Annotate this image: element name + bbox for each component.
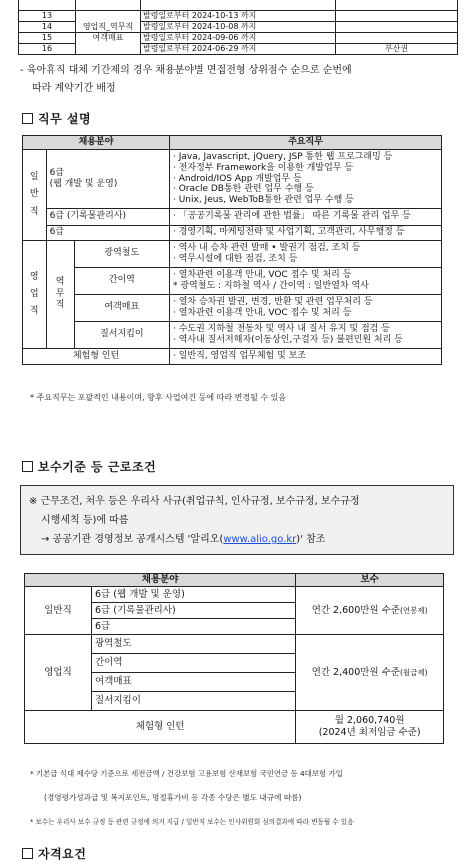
- table-row: [19, 33, 458, 44]
- pay-metro: 광역철도: [92, 635, 296, 654]
- pay-sales-label: 영업직: [25, 635, 92, 711]
- field-g6-web: 6급 (웹 개발 및 운영): [46, 150, 169, 209]
- intern-pay: 월 2,060,740원 (2024년 최저임금 수준): [296, 711, 444, 744]
- duty-note: * 주요직무는 포괄적인 내용이며, 향후 사업여건 등에 따라 변경될 수 있음: [30, 393, 287, 402]
- intern-duty: · 일반직, 영업직 업무체험 및 보조: [170, 349, 442, 365]
- working-conditions-notice: ※ 근무조건, 처우 등은 우리사 사규(취업규칙, 인사규정, 보수규정, 보수규정 시행세칙 등)에 따름 → 공공기관 경영정보 공개시스템 '알리오(www.alio.go.kr)' 참조: [20, 485, 454, 555]
- field-ticket: 여객매표: [74, 295, 169, 322]
- g6-web-duties: · Java, Javascript, jQuery, JSP 통한 웹 프로그래밍 등 · 전자정부 Framework을 이용한 개발업무 등 · Android/IOS App 개발업무 등 · Oracle DB통한 관련 업무 수행 등 · Unix, Jeus, WebToB통한 관련 업무 수행 등: [170, 150, 442, 209]
- field-simple: 간이역: [74, 268, 169, 295]
- pay-note-2: (경영평가성과급 및 복지포인트, 명절휴가비 등 각종 수당은 별도 내규에 따름): [44, 793, 302, 802]
- pay-table: [24, 573, 444, 744]
- simple-duties: · 열차관련 이용객 안내, VOC 접수 및 처리 등 * 광역철도 : 지하철 역사 / 간이역 : 일반열차 역사: [170, 268, 442, 295]
- metro-duties: · 역사 내 승차 관련 발매 • 발권기 점검, 조치 등 · 역무시설에 대한 점검, 조치 등: [170, 241, 442, 268]
- ticket-duties: · 열차 승차권 발권, 변경, 반환 및 관련 업무처리 등 · 열차관련 이용객 안내, VOC 접수 및 처리 등: [170, 295, 442, 322]
- g6-records-duty: · 「공공기록물 관리에 관한 법률」 따른 기록물 관리 업무 등: [170, 209, 442, 226]
- pay-order: 질서지킴이: [92, 692, 296, 711]
- row-number: 14: [19, 22, 76, 33]
- field-g6-records: 6급 (기록물관리사): [46, 209, 169, 226]
- alio-link[interactable]: www.alio.go.kr: [223, 534, 297, 545]
- leave-note: - 육아휴직 대체 기간제의 경우 채용분야별 면접전형 상위점수 순으로 순번에 따라 계약기간 배정: [20, 65, 352, 94]
- table-row: [19, 11, 458, 22]
- g6-duty: · 경영기획, 마케팅전략 및 사업기획, 고객관리, 사무행정 등: [170, 226, 442, 241]
- section-pay-heading: 보수기준 등 근로조건: [22, 458, 156, 475]
- field-order: 질서지킴이: [74, 322, 169, 349]
- pay-note-1: * 기본급 식대 제수당 기준으로 세전금액 / 건강보험 고용보험 산재보험 국민연금 등 4대보험 가입: [30, 769, 343, 778]
- period-cell: 발령일로부터 2024-10-08 까지: [141, 22, 336, 33]
- pay-g6-web: 6급 (웹 개발 및 운영): [92, 587, 296, 603]
- sales-pay: 연간 2,400만원 수준(월급제): [296, 635, 444, 711]
- pay-note-3: * 보수는 우리사 보수 규정 등 관련 규정에 의거 지급 / 일반직 보수는 인사위원회 심의결과에 따라 변동될 수 있음: [30, 818, 354, 826]
- header-duty: 주요직무: [170, 136, 442, 150]
- pay-simple: 간이역: [92, 654, 296, 673]
- general-pay: 연간 2,600만원 수준(연봉제): [296, 587, 444, 635]
- row-number: 16: [19, 44, 76, 55]
- contract-period-table: [18, 0, 458, 55]
- general-label: 일 반 직: [23, 150, 47, 241]
- pay-g6: 6급: [92, 619, 296, 635]
- order-duties: · 수도권 지하철 전동차 및 역사 내 질서 유지 및 점검 등 · 역사내 질서저해자(이동상인,구걸자 등) 불편민원 처리 등: [170, 322, 442, 349]
- note-cell: [336, 22, 458, 33]
- row-number: 15: [19, 33, 76, 44]
- square-bullet-icon: [22, 113, 33, 124]
- field-intern: 체험형 인턴: [23, 349, 170, 365]
- section-qualification-heading: 자격요건: [22, 845, 86, 862]
- period-cell: 발령일로부터 2024-09-06 까지: [141, 33, 336, 44]
- station-label: 역 무 직: [46, 241, 74, 349]
- note-cell: 부산권: [336, 44, 458, 55]
- header-field: 채용분야: [23, 136, 170, 150]
- group-label: 영업직_역무직: [76, 11, 141, 33]
- square-bullet-icon: [22, 848, 33, 859]
- pay-g6-records: 6급 (기록물관리사): [92, 603, 296, 619]
- sales-label: 영 업 직: [23, 241, 47, 349]
- section-duty-heading: 직무 설명: [22, 110, 91, 127]
- group-label: 여객매표: [76, 33, 141, 55]
- pay-ticket: 여객매표: [92, 673, 296, 692]
- note-cell: [336, 33, 458, 44]
- pay-header-field: 채용분야: [25, 574, 296, 587]
- field-g6: 6급: [46, 226, 169, 241]
- pay-header-pay: 보수: [296, 574, 444, 587]
- field-metro: 광역철도: [74, 241, 169, 268]
- pay-intern-label: 체험형 인턴: [25, 711, 296, 744]
- note-cell: [336, 11, 458, 22]
- square-bullet-icon: [22, 461, 33, 472]
- pay-general-label: 일반직: [25, 587, 92, 635]
- duty-table: [22, 135, 442, 365]
- period-cell: 발령일로부터 2024-06-29 까지: [141, 44, 336, 55]
- row-number: 13: [19, 11, 76, 22]
- period-cell: 발령일로부터 2024-10-13 까지: [141, 11, 336, 22]
